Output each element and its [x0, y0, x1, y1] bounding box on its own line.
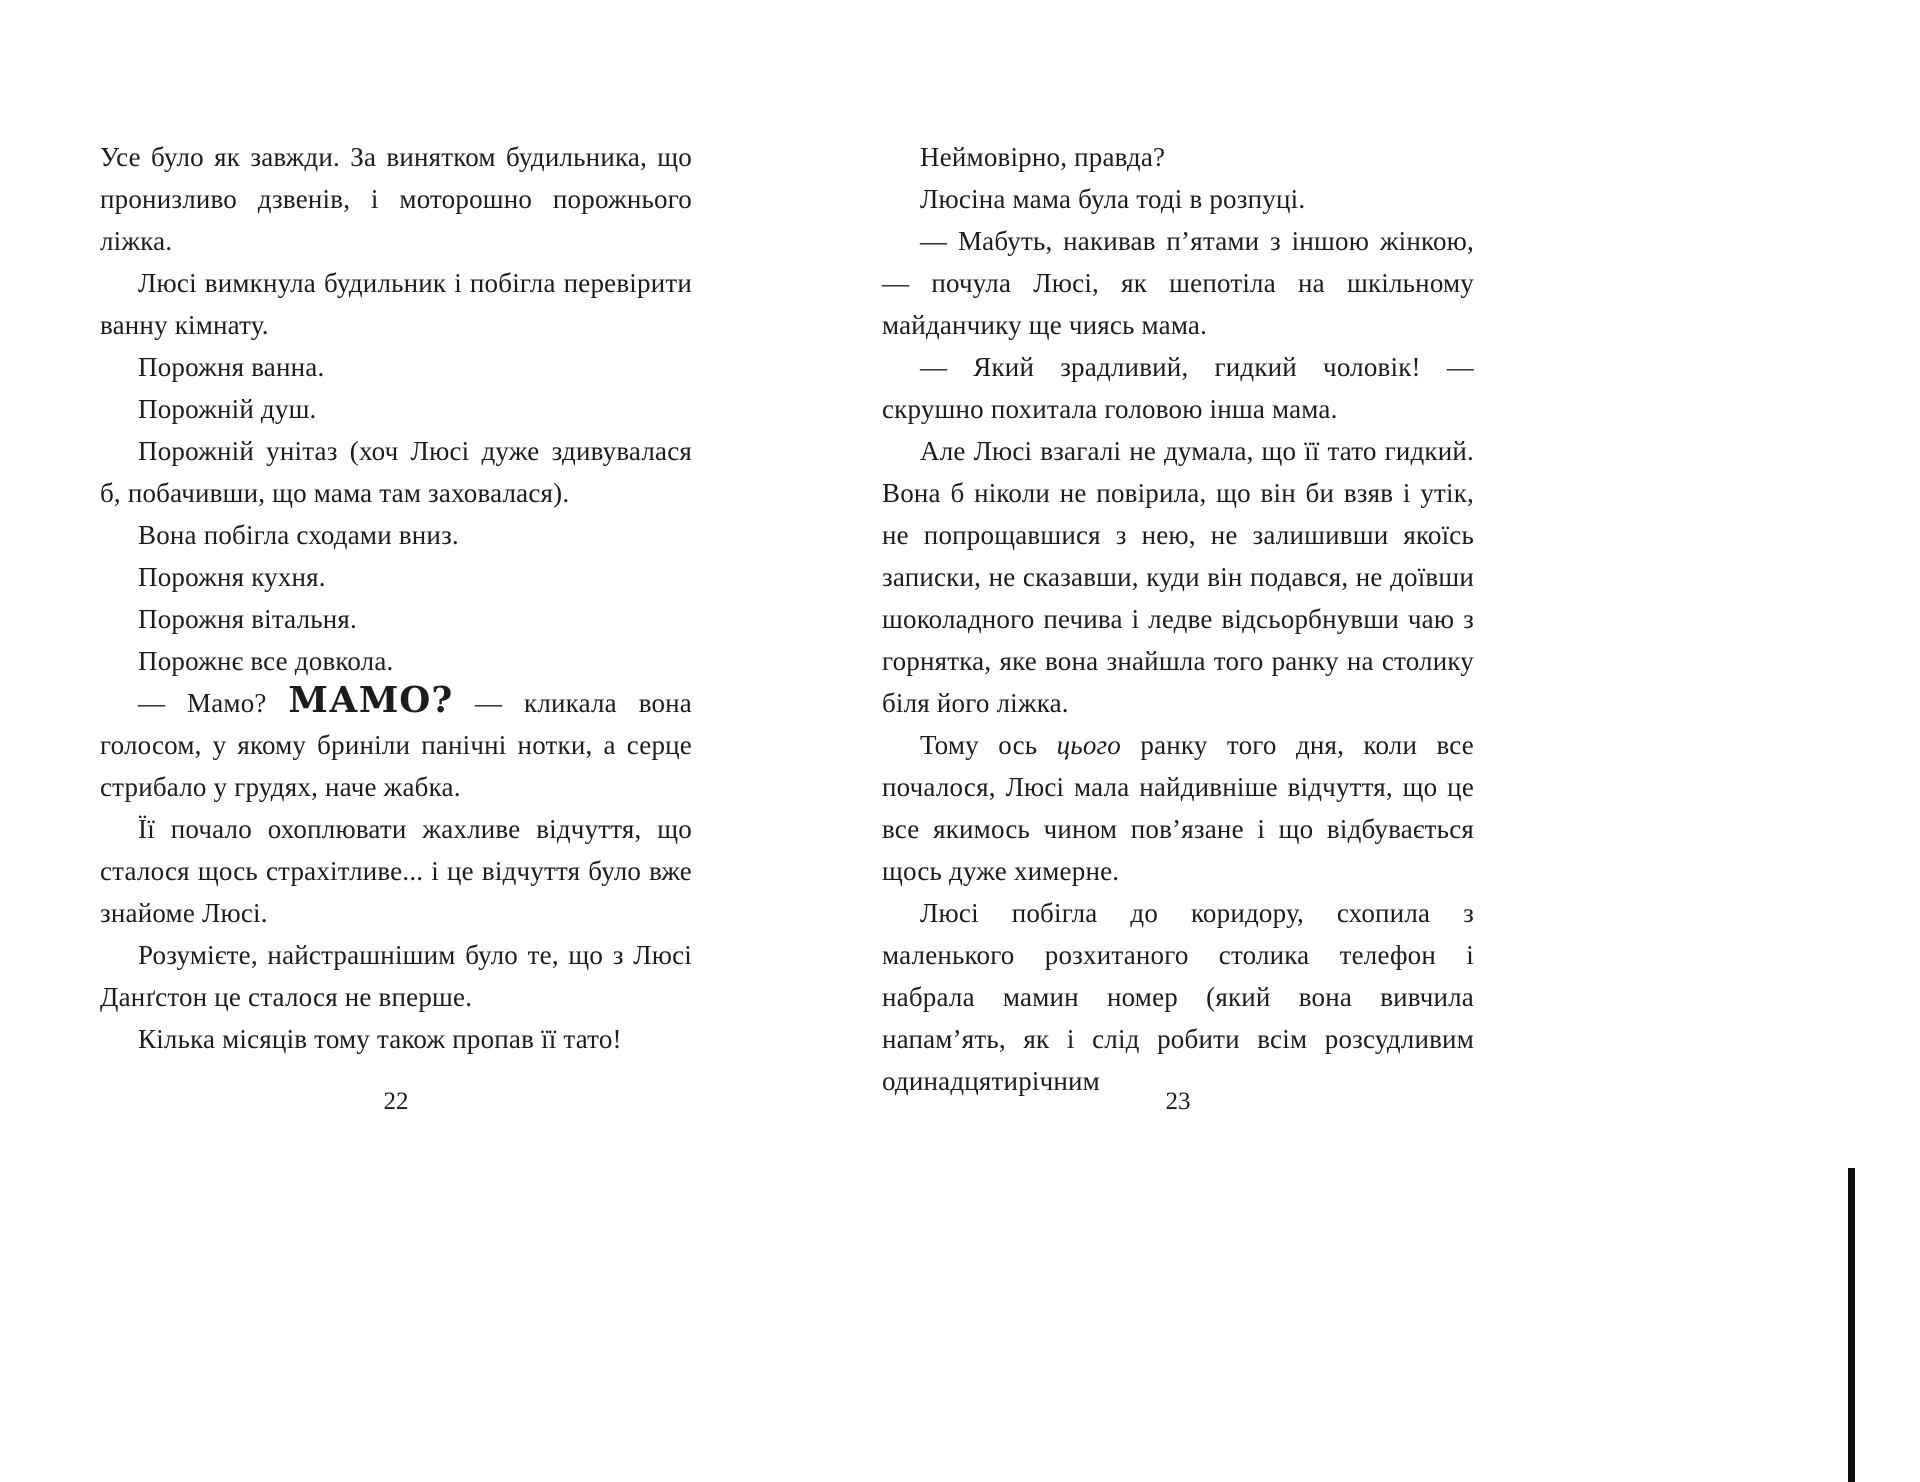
paragraph: [100, 556, 692, 598]
text-run: Люсіна мама була тоді в розпуці.: [920, 184, 1306, 214]
text-run: Вона побігла сходами вниз.: [138, 520, 459, 550]
paragraph: [100, 430, 692, 514]
paragraph: [882, 136, 1474, 178]
paragraph: [100, 136, 692, 262]
page-number: 23: [1165, 1088, 1191, 1115]
paragraph: [100, 808, 692, 934]
text-run: Порожній душ.: [138, 394, 317, 424]
paragraph: [882, 346, 1474, 430]
paragraph: [882, 892, 1474, 1102]
text-run: Усе було як завжди. За винятком будильника, що пронизливо дзвенів, і моторошно порожнього ліжка.: [100, 142, 692, 256]
paragraph: [882, 430, 1474, 724]
paragraph: [882, 220, 1474, 346]
paragraph: [100, 934, 692, 1018]
text-run: Люсі побігла до коридору, схопила з маленького розхитаного столика телефон і набрала мамин номер (який вона вивчила напам’ять, як і слід робити всім розсудливим одинадцятирічним: [882, 898, 1474, 1096]
text-run: Неймовірно, правда?: [920, 142, 1166, 172]
text-run: Тому ось: [920, 730, 1057, 760]
page-right-text: [882, 136, 1474, 1102]
screen-edge-artifact: [1848, 1168, 1855, 1482]
paragraph: [100, 640, 692, 682]
paragraph: [100, 598, 692, 640]
page-left-text: [100, 136, 692, 1060]
text-run: — Який зрадливий, гидкий чоловік! — скрушно похитала головою інша мама.: [882, 352, 1474, 424]
paragraph: [100, 682, 692, 808]
text-run: Порожня кухня.: [138, 562, 326, 592]
paragraph: [100, 388, 692, 430]
text-run: Але Люсі взагалі не думала, що її тато гидкий. Вона б ніколи не повірила, що він би взяв і утік, не попрощавшися з нею, не залишивши якоїсь записки, не сказавши, куди він подався, не доївши шоколадного печива і ледве відсьорбнувши чаю з горнятка, яке вона знайшла того ранку на столику біля його ліжка.: [882, 436, 1474, 718]
paragraph: [882, 724, 1474, 892]
italic-word: цього: [1056, 730, 1121, 760]
paragraph: [100, 514, 692, 556]
text-run: Розумієте, найстрашнішим було те, що з Люсі Данґстон це сталося не вперше.: [100, 940, 692, 1012]
text-run: Кілька місяців тому також пропав її тато!: [138, 1024, 622, 1054]
paragraph: [100, 1018, 692, 1060]
text-run: — кликала вона голосом, у якому бриніли панічні нотки, а серце стрибало у грудях, наче жабка.: [100, 688, 692, 802]
paragraph: [100, 262, 692, 346]
paragraph: [100, 346, 692, 388]
page-number: 22: [383, 1088, 409, 1115]
text-run: Порожня вітальня.: [138, 604, 358, 634]
paragraph: [882, 178, 1474, 220]
text-run: Люсі вимкнула будильник і побігла перевірити ванну кімнату.: [100, 268, 692, 340]
text-run: ранку того дня, коли все почалося, Люсі мала найдивніше відчуття, що це все якимось чином пов’язане і що відбувається щось дуже химерне.: [882, 730, 1474, 886]
text-run: Її почало охоплювати жахливе відчуття, що сталося щось страхітливе... і це відчуття було вже знайоме Люсі.: [100, 814, 692, 928]
text-run: Порожнє все довкола.: [138, 646, 394, 676]
text-run: — Мамо?: [138, 688, 289, 718]
text-run: — Мабуть, накивав п’ятами з іншою жінкою, — почула Люсі, як шепотіла на шкільному майданчику ще чиясь мама.: [882, 226, 1474, 340]
text-run: Порожня ванна.: [138, 352, 325, 382]
text-run: Порожній унітаз (хоч Люсі дуже здивувалася б, побачивши, що мама там заховалася).: [100, 436, 692, 508]
display-word: МАМО?: [288, 680, 454, 721]
